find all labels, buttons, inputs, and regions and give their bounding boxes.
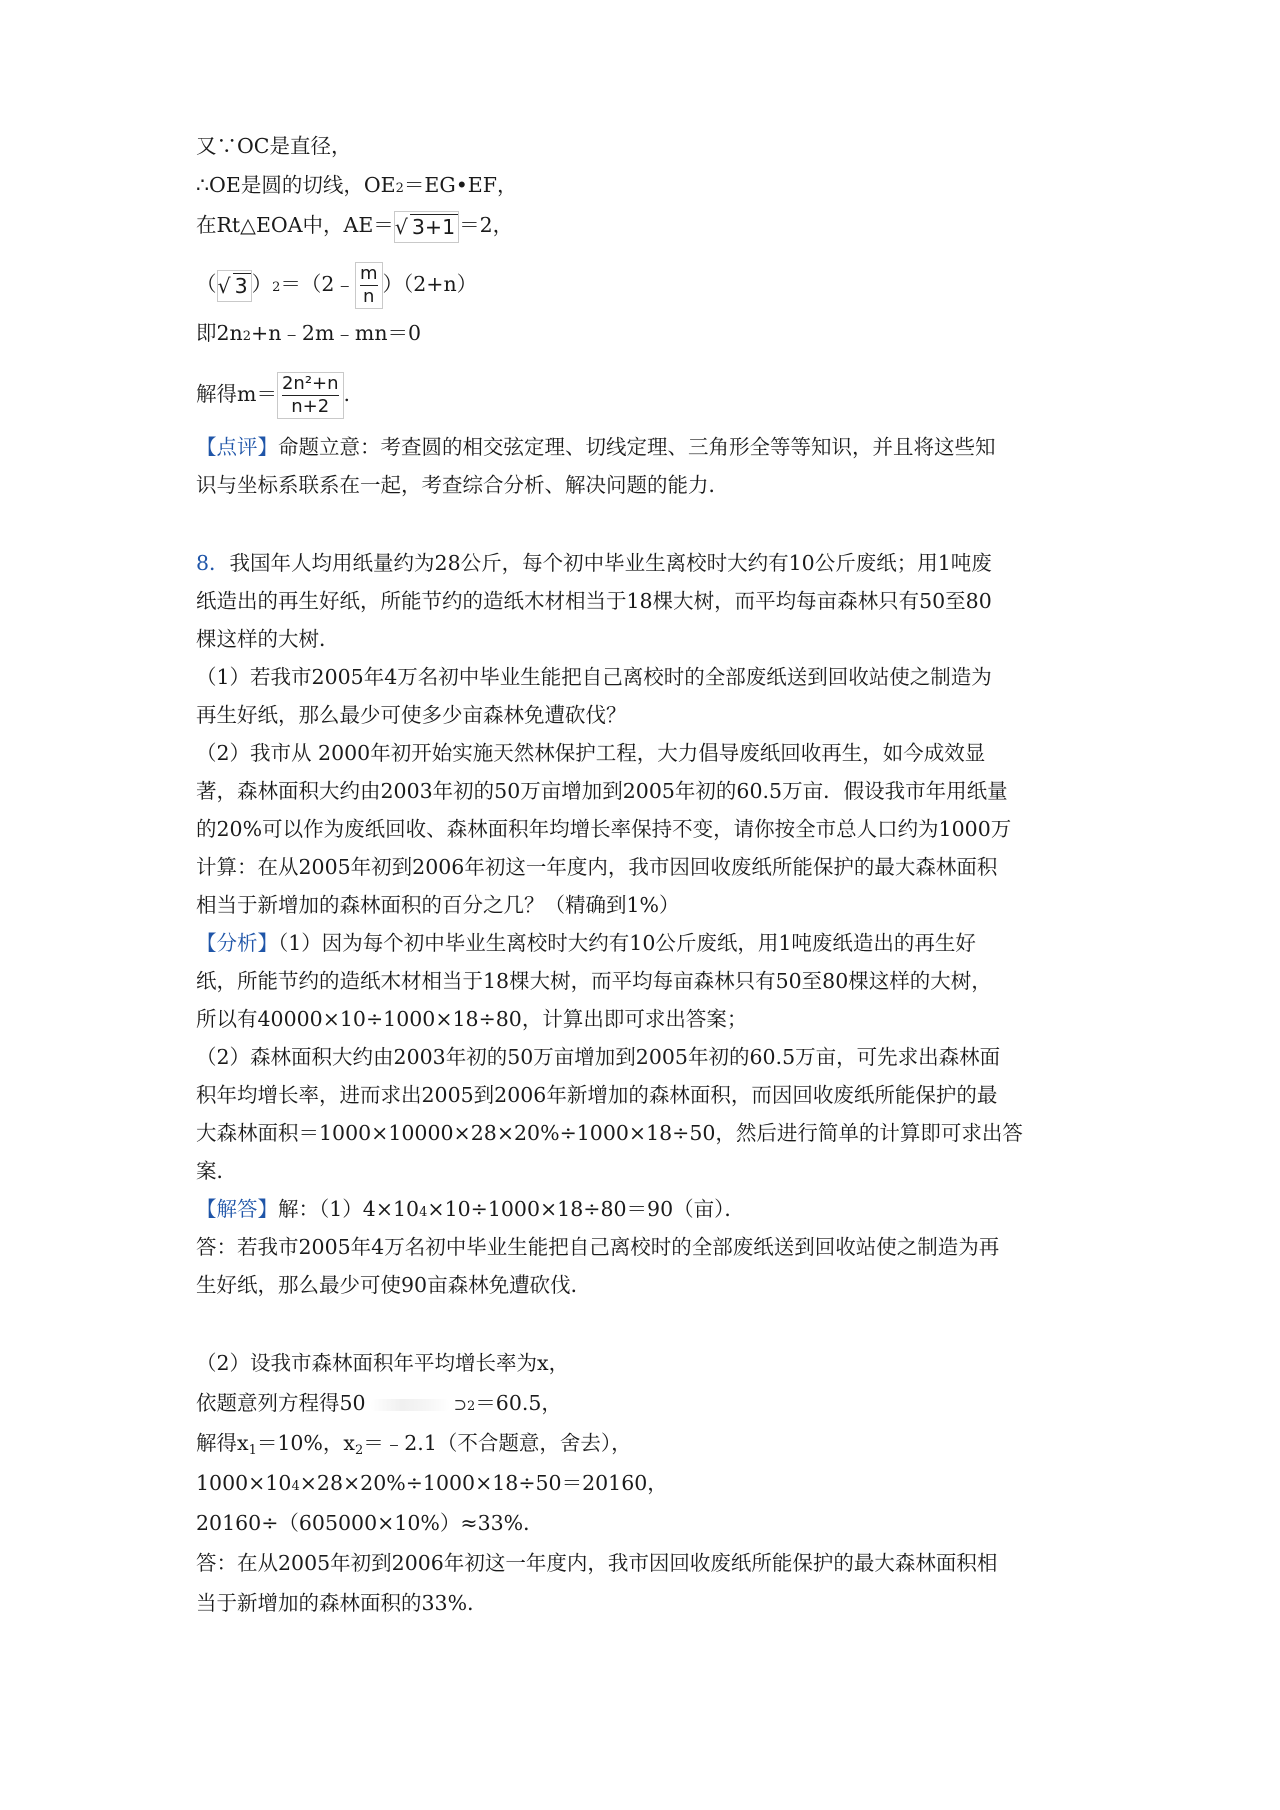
sqrt-formula-image: √ 3+1: [394, 211, 459, 243]
blurred-formula-image: [370, 1399, 450, 1411]
fraction-formula-image: $\frac{\text{2n²+n}}{n+2}$: [277, 372, 344, 419]
answer-line: 1000×104×28×20%÷1000×18÷50＝20160，: [196, 1471, 668, 1495]
solution-line: （√ 3 ）2＝（2﹣ $\frac{m}{n}$ ）（2+n）: [196, 263, 478, 307]
answer-line: 答：在从2005年初到2006年初这一年度内，我市因回收废纸所能保护的最大森林面积相: [196, 1551, 998, 1575]
answer-line: 20160÷（605000×10%）≈33%．: [196, 1511, 544, 1535]
solution-line: 在Rt△EOA中，AE＝√ 3+1 ＝2，: [196, 210, 1096, 243]
analysis-line: 所以有40000×10÷1000×18÷80，计算出即可求出答案；: [196, 1007, 748, 1031]
question-line: 纸造出的再生好纸，所能节约的造纸木材相当于18棵大树，而平均每亩森林只有50至80: [196, 589, 992, 613]
comment-line: 【点评】命题立意：考查圆的相交弦定理、切线定理、三角形全等等知识，并且将这些知: [196, 435, 996, 459]
answer-tag: 【解答】: [196, 1197, 278, 1221]
solution-line: 又∵OC是直径，: [196, 134, 352, 158]
answer-line: 答：若我市2005年4万名初中毕业生能把自己离校时的全部废纸送到回收站使之制造为再: [196, 1235, 1000, 1259]
analysis-line: 大森林面积＝1000×10000×28×20%÷1000×18÷50，然后进行简单的计算即可求出答: [196, 1121, 1023, 1145]
answer-line: 依题意列方程得50 ⊃2＝60.5，: [196, 1391, 562, 1415]
question-line: 相当于新增加的森林面积的百分之几？（精确到1%）: [196, 893, 680, 917]
analysis-line: 【分析】（1）因为每个初中毕业生离校时大约有10公斤废纸，用1吨废纸造出的再生好: [196, 931, 976, 955]
fraction-m-over-n: $\frac{m}{n}$: [355, 262, 383, 309]
question-line: （2）我市从 2000年初开始实施天然林保护工程，大力倡导废纸回收再生，如今成效显: [196, 741, 986, 765]
question-line: 棵这样的大树．: [196, 627, 340, 651]
analysis-line: 纸，所能节约的造纸木材相当于18棵大树，而平均每亩森林只有50至80棵这样的大树，: [196, 969, 992, 993]
solution-line: ∴OE是圆的切线，OE2＝EG•EF，: [196, 173, 518, 197]
question-line: 的20%可以作为废纸回收、森林面积年均增长率保持不变，请你按全市总人口约为1000万: [196, 817, 1012, 841]
question-line: 著，森林面积大约由2003年初的50万亩增加到2005年初的60.5万亩．假设我市年用纸量: [196, 779, 1008, 803]
solution-line: 即2n2+n﹣2m﹣mn＝0: [196, 321, 422, 345]
answer-line: 【解答】解：（1）4×104×10÷1000×18÷80＝90（亩）．: [196, 1197, 745, 1221]
solution-line: 解得m＝ $\frac{\text{2n²+n}}{n+2}$ .: [196, 373, 351, 417]
question-line: 再生好纸，那么最少可使多少亩森林免遭砍伐？: [196, 703, 627, 727]
analysis-line: （2）森林面积大约由2003年初的50万亩增加到2005年初的60.5万亩，可先求出森林面: [196, 1045, 1001, 1069]
sqrt-formula-image: √ 3: [217, 270, 252, 302]
comment-tag: 【点评】: [196, 435, 278, 459]
comment-line: 识与坐标系联系在一起，考查综合分析、解决问题的能力．: [196, 473, 729, 497]
question-number: 8．: [196, 551, 230, 575]
answer-line: 当于新增加的森林面积的33%．: [196, 1591, 488, 1615]
analysis-line: 积年均增长率，进而求出2005到2006年新增加的森林面积，而因回收废纸所能保护的最: [196, 1083, 998, 1107]
answer-line: 生好纸，那么最少可使90亩森林免遭砍伐．: [196, 1273, 592, 1297]
question-line: 8．我国年人均用纸量约为28公斤，每个初中毕业生离校时大约有10公斤废纸；用1吨废: [196, 551, 992, 575]
analysis-tag: 【分析】: [196, 931, 278, 955]
question-line: 计算：在从2005年初到2006年初这一年度内，我市因回收废纸所能保护的最大森林面积: [196, 855, 998, 879]
analysis-line: 案．: [196, 1159, 237, 1183]
answer-line: 解得$x_1=10\%$，$x_2=﹣2.1$（不合题意，舍去），: [196, 1431, 632, 1458]
answer-line: （2）设我市森林面积年平均增长率为x，: [196, 1351, 570, 1375]
question-line: （1）若我市2005年4万名初中毕业生能把自己离校时的全部废纸送到回收站使之制造为: [196, 665, 992, 689]
